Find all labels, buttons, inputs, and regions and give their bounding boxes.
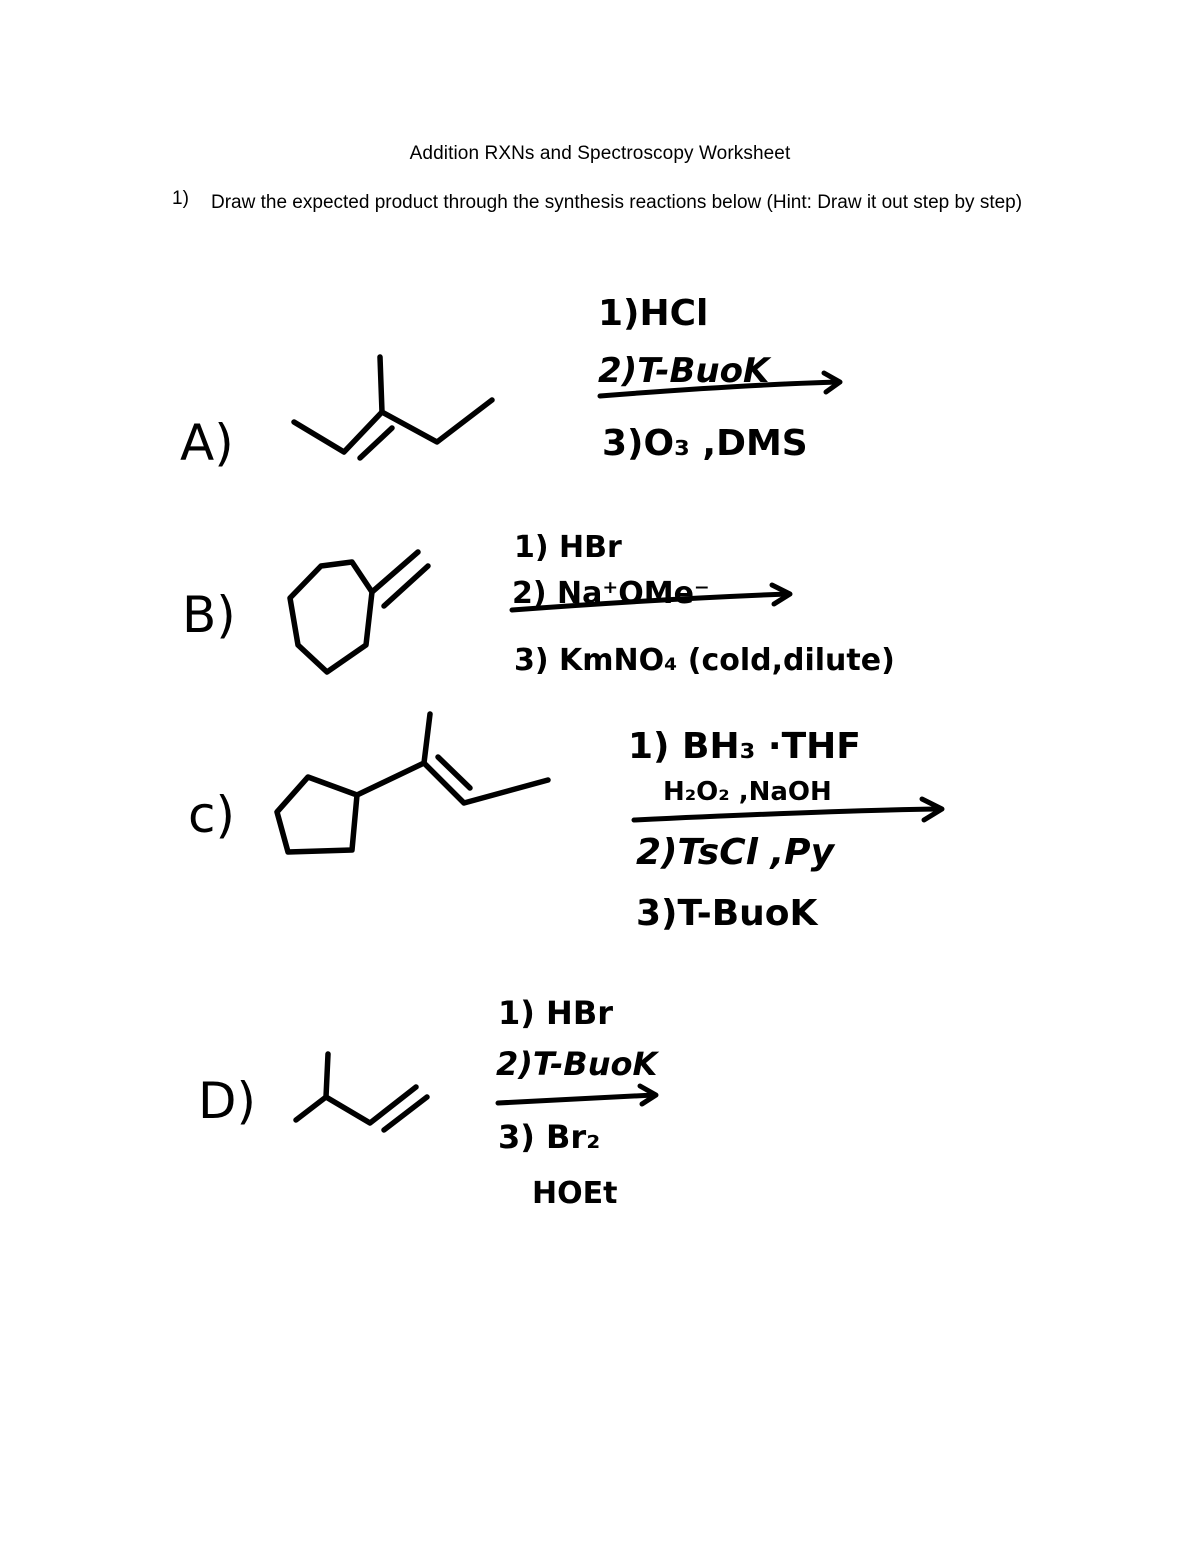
reagent-step: 3)T-BuoK — [636, 893, 818, 934]
reagent-step: 1) HBr — [498, 994, 613, 1032]
reagent-step: HOEt — [532, 1176, 618, 1211]
reagent-step: 2) Na⁺OMe⁻ — [512, 576, 710, 611]
reagent-step: 3) Br₂ — [498, 1118, 601, 1156]
reagent-step: 2)TsCl ,Py — [636, 832, 835, 873]
reagent-step: H₂O₂ ,NaOH — [663, 777, 832, 807]
problem-label: D) — [198, 1072, 257, 1130]
reagent-step: 3) KmNO₄ (cold,dilute) — [514, 643, 895, 678]
problem-a — [180, 293, 840, 472]
molecule-structure — [290, 552, 428, 672]
reagent-step: 2)T-BuoK — [598, 351, 770, 391]
question-text: Draw the expected product through the synthesis reactions below (Hint: Draw it out step by step) — [211, 192, 1023, 213]
problem-d — [198, 994, 659, 1211]
reagent-step: 3)O₃ ,DMS — [602, 423, 808, 464]
reagent-list — [628, 726, 861, 934]
question-number: 1) — [172, 188, 189, 209]
reagent-step: 1) HBr — [514, 530, 622, 565]
reagent-list — [598, 293, 808, 464]
molecule-structure — [294, 357, 492, 458]
molecule-structure — [277, 714, 548, 852]
problem-label: A) — [180, 414, 234, 472]
problem-label: c) — [188, 786, 235, 844]
reaction-arrow — [498, 1086, 656, 1104]
problem-b — [182, 530, 895, 678]
molecule-structure — [296, 1054, 427, 1130]
reagent-step: 2)T-BuoK — [496, 1045, 658, 1083]
problem-label: B) — [182, 586, 236, 644]
reagent-step: 1)HCl — [598, 293, 709, 334]
page-title: Addition RXNs and Spectroscopy Worksheet — [409, 143, 791, 164]
problem-c — [188, 714, 942, 934]
reagent-step: 1) BH₃ ·THF — [628, 726, 861, 767]
